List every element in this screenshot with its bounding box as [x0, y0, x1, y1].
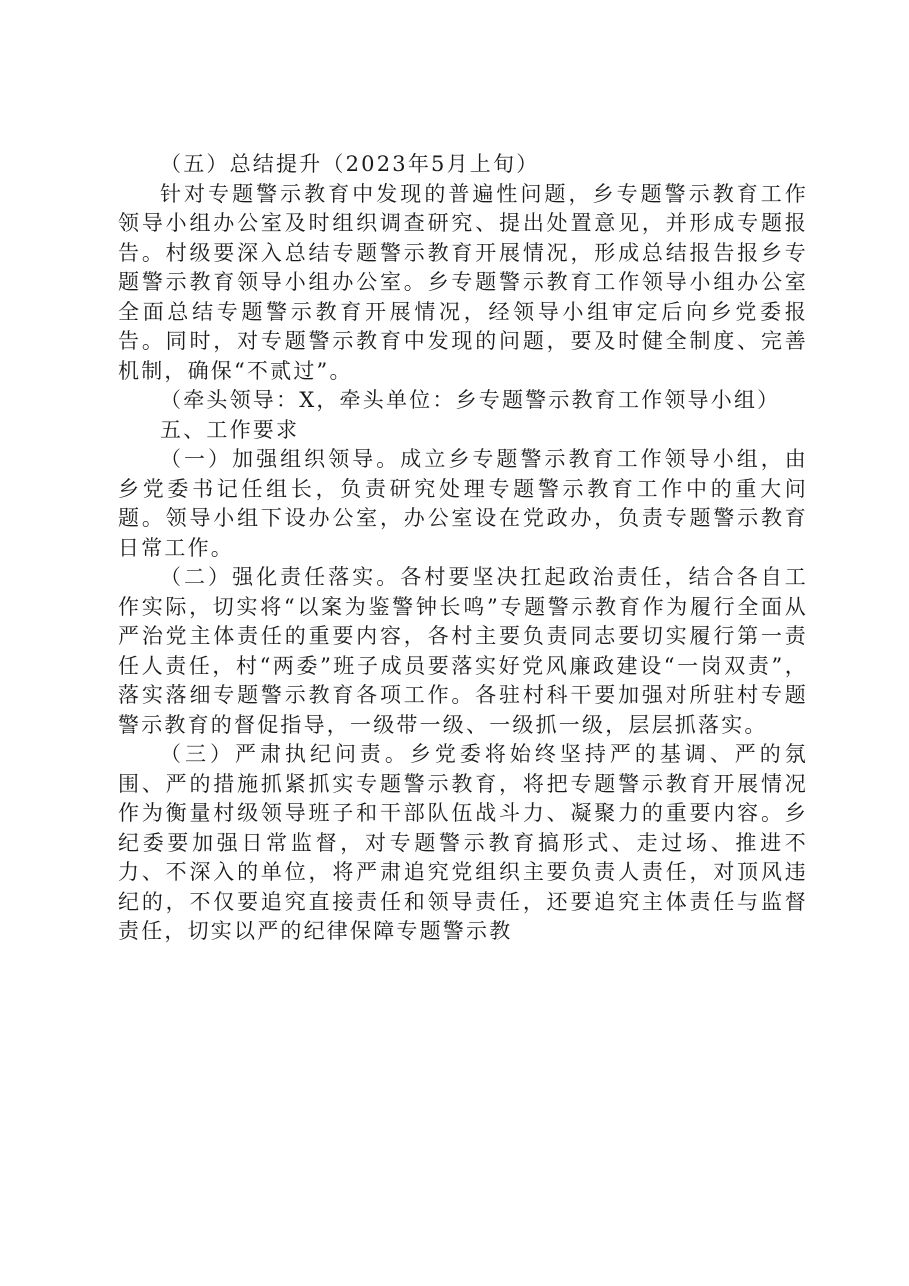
requirement-3: （三）严肃执纪问责。乡党委将始终坚持严的基调、严的氛围、严的措施抓紧抓实专题警示教育，将把专题警示教育开展情况作为衡量村级领导班子和干部队伍战斗力、凝聚力的重要内容。乡纪委要加强日常监督，对专题警示教育搞形式、走过场、推进不力、不深入的单位，将严肃追究党组织主要负责人责任，对顶风违纪的，不仅要追究直接责任和领导责任，还要追究主体责任与监督责任，切实以严的纪律保障专题警示教 [118, 742, 808, 943]
requirement-1: （一）加强组织领导。成立乡专题警示教育工作领导小组，由乡党委书记任组长，负责研究处理专题警示教育工作中的重大问题。领导小组下设办公室，办公室设在党政办，负责专题警示教育日常工作。 [118, 447, 808, 560]
section-5-heading: （五）总结提升（2023年5月上旬） [160, 152, 540, 176]
document-body [118, 150, 808, 947]
section-5-body: 针对专题警示教育中发现的普遍性问题，乡专题警示教育工作领导小组办公室及时组织调查研究、提出处置意见，并形成专题报告。村级要深入总结专题警示教育开展情况，形成总结报告报乡专题警示教育领导小组办公室。乡专题警示教育工作领导小组办公室全面总结专题警示教育开展情况，经领导小组审定后向乡党委报告。同时，对专题警示教育中发现的问题，要及时健全制度、完善机制，确保“不贰过”。 [118, 181, 808, 383]
section-5-lead-note: （牵头领导：X，牵头单位：乡专题警示教育工作领导小组） [160, 388, 781, 412]
requirement-2: （二）强化责任落实。各村要坚决扛起政治责任，结合各自工作实际，切实将“以案为鉴警钟长鸣”专题警示教育作为履行全面从严治党主体责任的重要内容，各村主要负责同志要切实履行第一责任人责任，村“两委”班子成员要落实好党风廉政建设“一岗双责”，落实落细专题警示教育各项工作。各驻村科干要加强对所驻村专题警示教育的督促指导，一级带一级、一级抓一级，层层抓落实。 [118, 565, 808, 737]
part-5-heading: 五、工作要求 [160, 417, 300, 442]
